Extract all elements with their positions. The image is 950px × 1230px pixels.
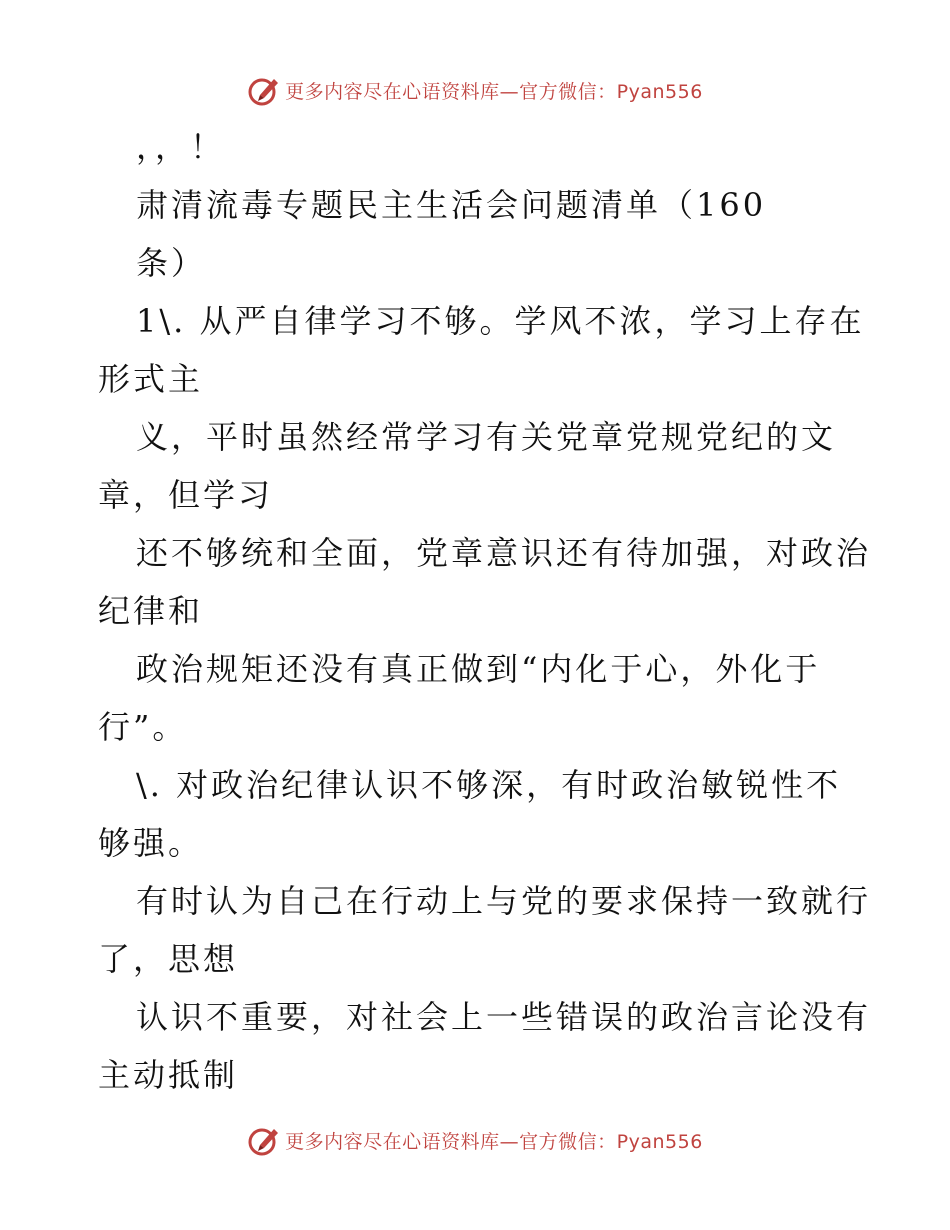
header-banner-text: 更多内容尽在心语资料库—官方微信：Pyan556 — [285, 80, 703, 103]
text-line: ，，！ — [136, 128, 226, 166]
text-line: 形式主 — [98, 360, 204, 398]
text-line: 了，思想 — [98, 940, 239, 978]
text-line: \. 对政治纪律认识不够深，有时政治敏锐性不 — [136, 766, 842, 804]
text-line: 够强。 — [98, 824, 204, 862]
text-line: 还不够统和全面，党章意识还有待加强，对政治 — [136, 534, 872, 572]
footer-banner — [0, 1120, 950, 1160]
pen-logo-icon — [247, 1123, 281, 1157]
text-line: 章，但学习 — [98, 476, 274, 514]
text-line: 行”。 — [98, 708, 188, 746]
document-body — [98, 118, 872, 1104]
document-title-cont: 条） — [136, 244, 207, 282]
text-line: 纪律和 — [98, 592, 204, 630]
header-banner — [0, 70, 950, 110]
text-line: 主动抵制 — [98, 1056, 239, 1094]
footer-banner-text: 更多内容尽在心语资料库—官方微信：Pyan556 — [285, 1130, 703, 1153]
text-line: 政治规矩还没有真正做到“内化于心，外化于 — [136, 650, 821, 688]
text-line: 1\. 从严自律学习不够。学风不浓，学习上存在 — [136, 302, 865, 340]
text-line: 认识不重要，对社会上一些错误的政治言论没有 — [136, 998, 872, 1036]
text-line: 有时认为自己在行动上与党的要求保持一致就行 — [136, 882, 872, 920]
pen-logo-icon — [247, 73, 281, 107]
document-title: 肃清流毒专题民主生活会问题清单（160 — [136, 186, 767, 224]
text-line: 义，平时虽然经常学习有关党章党规党纪的文 — [136, 418, 837, 456]
